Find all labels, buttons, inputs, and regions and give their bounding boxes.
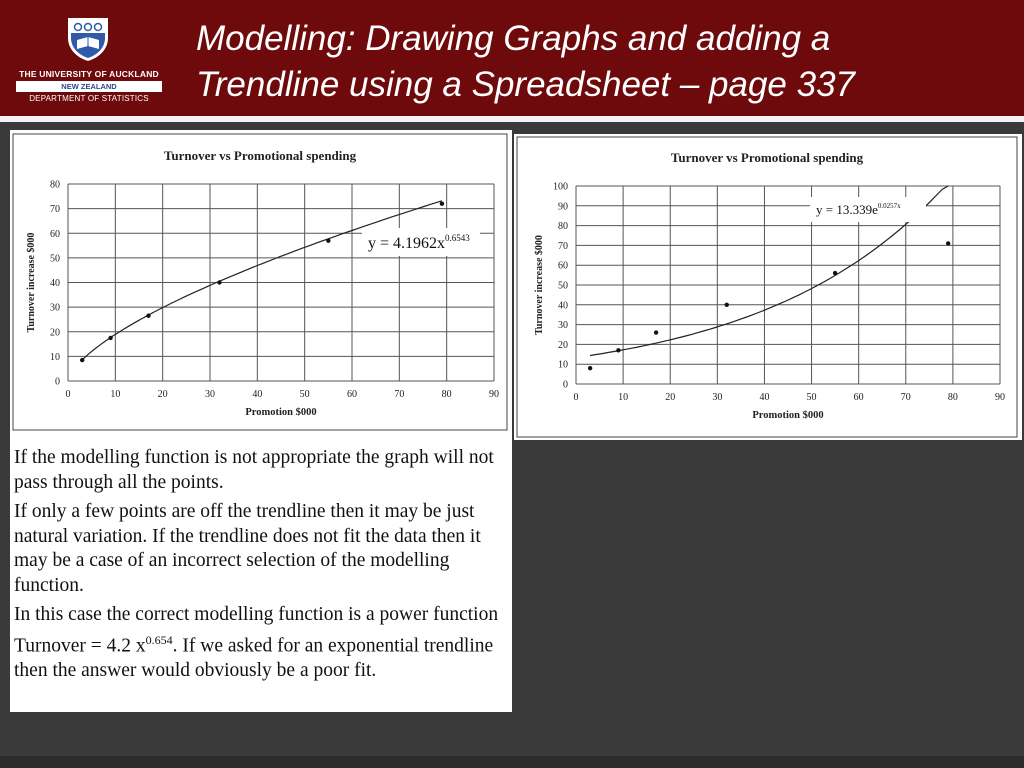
x-tick-label: 10 <box>110 389 121 400</box>
exponential-trend-chart <box>514 134 1022 445</box>
x-tick-label: 60 <box>853 392 864 403</box>
y-tick-label: 30 <box>558 320 568 332</box>
explanation-text <box>14 446 508 688</box>
x-tick-label: 30 <box>712 392 723 403</box>
y-axis-label: Turnover increase $000 <box>26 232 37 333</box>
x-tick-label: 0 <box>573 392 579 403</box>
x-tick-label: 90 <box>489 389 499 400</box>
paragraph-3-start: In this case the correct modelling function is a power function Turnover = 4.2 x <box>14 604 499 656</box>
paragraph-3-end: . If we asked for an exponential trendline then the answer would obviously be a poor fit. <box>14 635 494 681</box>
data-point <box>326 238 330 242</box>
x-tick-label: 20 <box>665 392 676 403</box>
power-trend-chart-svg <box>10 130 512 432</box>
y-tick-label: 0 <box>55 376 60 388</box>
y-tick-label: 60 <box>50 228 60 240</box>
department-name: DEPARTMENT OF STATISTICS <box>29 94 149 103</box>
y-tick-label: 60 <box>558 260 568 272</box>
data-point <box>946 241 950 245</box>
x-tick-label: 80 <box>441 389 452 400</box>
paragraph-3 <box>14 603 508 683</box>
x-tick-label: 60 <box>347 389 357 400</box>
paragraph-1: If the modelling function is not appropriate the graph will not pass through all the points. <box>14 447 494 493</box>
x-axis-label: Promotion $000 <box>752 410 824 421</box>
header-banner <box>0 0 1024 116</box>
header-gap <box>0 122 1024 130</box>
y-tick-label: 10 <box>558 359 568 371</box>
university-crest-icon <box>64 16 112 62</box>
x-tick-label: 30 <box>205 389 215 400</box>
data-point <box>217 280 221 284</box>
power-trend-chart <box>10 130 512 437</box>
data-point <box>654 330 658 334</box>
slide-title-line-1: Modelling: Drawing Graphs and adding a <box>196 19 831 58</box>
x-tick-label: 10 <box>618 392 629 403</box>
chart-title: Turnover vs Promotional spending <box>670 150 864 165</box>
x-tick-label: 80 <box>947 392 958 403</box>
data-point <box>80 358 84 362</box>
paragraph-2: If only a few points are off the trendline then it may be just natural variation. If the trendline does not fit the data then it may be a case of an incorrect selection of the modelling function. <box>14 501 481 596</box>
y-tick-label: 100 <box>553 181 568 193</box>
exponential-trend-chart-svg <box>514 134 1022 440</box>
slide-title-line-2: Trendline using a Spreadsheet – page 337 <box>196 65 856 104</box>
data-point <box>108 336 112 340</box>
x-tick-label: 50 <box>299 389 310 400</box>
y-tick-label: 30 <box>50 302 60 314</box>
y-tick-label: 50 <box>558 280 568 292</box>
equation-base: y = 4.1962x <box>368 235 446 252</box>
x-tick-label: 50 <box>806 392 817 403</box>
y-tick-label: 10 <box>50 351 60 363</box>
data-point <box>440 202 444 206</box>
x-tick-label: 20 <box>157 389 168 400</box>
equation-base: y = 13.339e <box>816 202 878 217</box>
x-tick-label: 40 <box>252 389 263 400</box>
paragraph-3-exponent: 0.654 <box>145 632 173 647</box>
x-tick-label: 70 <box>900 392 911 403</box>
data-point <box>725 303 729 307</box>
y-tick-label: 20 <box>50 327 60 339</box>
y-tick-label: 20 <box>558 339 568 351</box>
slide-title <box>196 16 1006 108</box>
y-tick-label: 40 <box>50 278 60 289</box>
x-tick-label: 40 <box>759 392 770 403</box>
x-tick-label: 0 <box>65 389 71 400</box>
footer-bar <box>0 756 1024 768</box>
y-tick-label: 70 <box>558 240 568 252</box>
y-tick-label: 80 <box>558 221 568 233</box>
y-tick-label: 0 <box>563 379 568 391</box>
data-point <box>588 366 592 370</box>
y-tick-label: 50 <box>50 253 60 265</box>
x-tick-label: 90 <box>995 392 1005 403</box>
x-axis-label: Promotion $000 <box>245 407 317 418</box>
university-logo <box>10 12 160 108</box>
x-tick-label: 70 <box>394 389 405 400</box>
equation-exponent: 0.0257x <box>877 202 901 211</box>
y-axis-label: Turnover increase $000 <box>534 235 545 335</box>
data-point <box>616 348 620 352</box>
y-tick-label: 90 <box>558 201 568 213</box>
chart-title: Turnover vs Promotional spending <box>163 148 357 163</box>
data-point <box>146 314 150 318</box>
equation-exponent: 0.6543 <box>445 232 470 243</box>
country-label: NEW ZEALAND <box>16 81 162 92</box>
y-tick-label: 80 <box>50 179 60 191</box>
y-tick-label: 40 <box>558 300 568 312</box>
right-panel <box>514 134 1022 440</box>
data-point <box>833 271 837 275</box>
y-tick-label: 70 <box>50 204 60 216</box>
university-name: THE UNIVERSITY OF AUCKLAND <box>19 69 159 79</box>
